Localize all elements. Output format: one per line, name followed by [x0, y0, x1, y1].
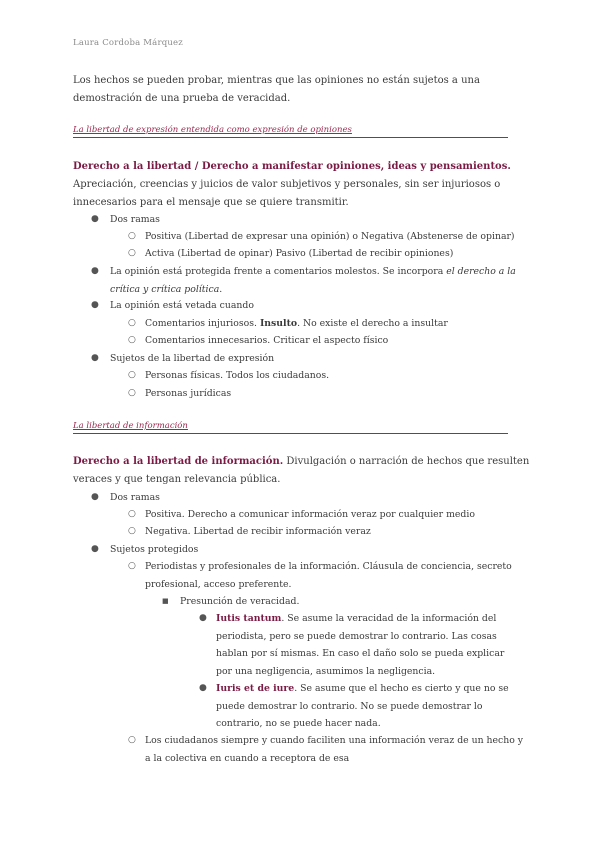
- bullet-icon: ●: [91, 353, 99, 363]
- circle-bullet-icon: ○: [128, 231, 136, 241]
- list-item: ○ Activa (Libertad de opinar) Pasivo (Libertad de recibir opiniones): [145, 245, 525, 263]
- list-item: ○ Comentarios injuriosos. Insulto. No existe el derecho a insultar: [145, 315, 525, 333]
- square-bullet-icon: ■: [162, 597, 169, 605]
- list-item: ● La opinión está protegida frente a comentarios molestos. Se incorpora el derecho a la crítica y crítica política.: [110, 263, 530, 298]
- list-item: ○ Personas jurídicas: [145, 385, 231, 403]
- circle-bullet-icon: ○: [128, 318, 136, 328]
- bullet-icon: ●: [91, 300, 99, 310]
- list-item: ● Dos ramas: [110, 489, 160, 507]
- section-heading-expresion: La libertad de expresión entendida como expresión de opiniones: [73, 124, 508, 138]
- section1-lead-bold: Derecho a la libertad / Derecho a manifestar opiniones, ideas y pensamientos.: [73, 161, 511, 172]
- list-item: ○ Los ciudadanos siempre y cuando faciliten una información veraz de un hecho y a la colectiva en cuando a receptora de esa: [145, 732, 525, 767]
- list-item: ● Iutis tantum. Se asume la veracidad de la información del periodista, pero se puede demostrar lo contrario. Las cosas hablan por sí mismas. En caso el daño solo se pueda explicar por una negligencia, asumimos la negligencia.: [216, 610, 516, 680]
- bullet-icon: ●: [91, 214, 99, 224]
- section2-lead-paragraph: [73, 453, 533, 489]
- list-item: ○ Periodistas y profesionales de la información. Cláusula de conciencia, secreto profesional, acceso preferente.: [145, 558, 520, 593]
- bullet-icon: ●: [91, 266, 99, 276]
- list-item: ● Iuris et de iure. Se asume que el hecho es cierto y que no se puede demostrar lo contrario. No se puede demostrar lo contrario, no se puede hacer nada.: [216, 680, 516, 733]
- bullet-icon: ●: [199, 613, 207, 623]
- list-item: ● Sujetos de la libertad de expresión: [110, 350, 274, 368]
- list-item: ○ Positiva (Libertad de expresar una opinión) o Negativa (Abstenerse de opinar): [145, 228, 525, 246]
- list-item: ■ Presunción de veracidad.: [180, 593, 299, 611]
- list-item: ● La opinión está vetada cuando: [110, 297, 254, 315]
- section-heading-informacion: La libertad de información: [73, 420, 508, 434]
- list-item: ○ Negativa. Libertad de recibir información veraz: [145, 523, 525, 541]
- circle-bullet-icon: ○: [128, 335, 136, 345]
- list-item: ○ Positiva. Derecho a comunicar información veraz por cualquier medio: [145, 506, 525, 524]
- circle-bullet-icon: ○: [128, 248, 136, 258]
- list-item: ● Dos ramas: [110, 211, 160, 229]
- circle-bullet-icon: ○: [128, 388, 136, 398]
- bullet-icon: ●: [199, 683, 207, 693]
- section1-lead-rest: Apreciación, creencias y juicios de valor subjetivos y personales, sin ser injuriosos o innecesarios para el mensaje que se quiere transmitir.: [73, 179, 501, 208]
- list-item: ● Sujetos protegidos: [110, 541, 198, 559]
- circle-bullet-icon: ○: [128, 561, 136, 571]
- section2-lead-rest: Divulgación o narración de hechos que resulten veraces y que tengan relevancia pública.: [73, 456, 530, 485]
- section1-lead-paragraph: [73, 158, 533, 212]
- header-author: Laura Cordoba Márquez: [73, 38, 183, 48]
- bullet-icon: ●: [91, 492, 99, 502]
- circle-bullet-icon: ○: [128, 509, 136, 519]
- bullet-icon: ●: [91, 544, 99, 554]
- circle-bullet-icon: ○: [128, 526, 136, 536]
- intro-paragraph: Los hechos se pueden probar, mientras que las opiniones no están sujetos a una demostración de una prueba de veracidad.: [73, 75, 480, 104]
- section2-lead-bold: Derecho a la libertad de información.: [73, 456, 284, 467]
- circle-bullet-icon: ○: [128, 735, 136, 745]
- list-item: ○ Personas físicas. Todos los ciudadanos.: [145, 367, 329, 385]
- circle-bullet-icon: ○: [128, 370, 136, 380]
- list-item: ○ Comentarios innecesarios. Criticar el aspecto físico: [145, 332, 525, 350]
